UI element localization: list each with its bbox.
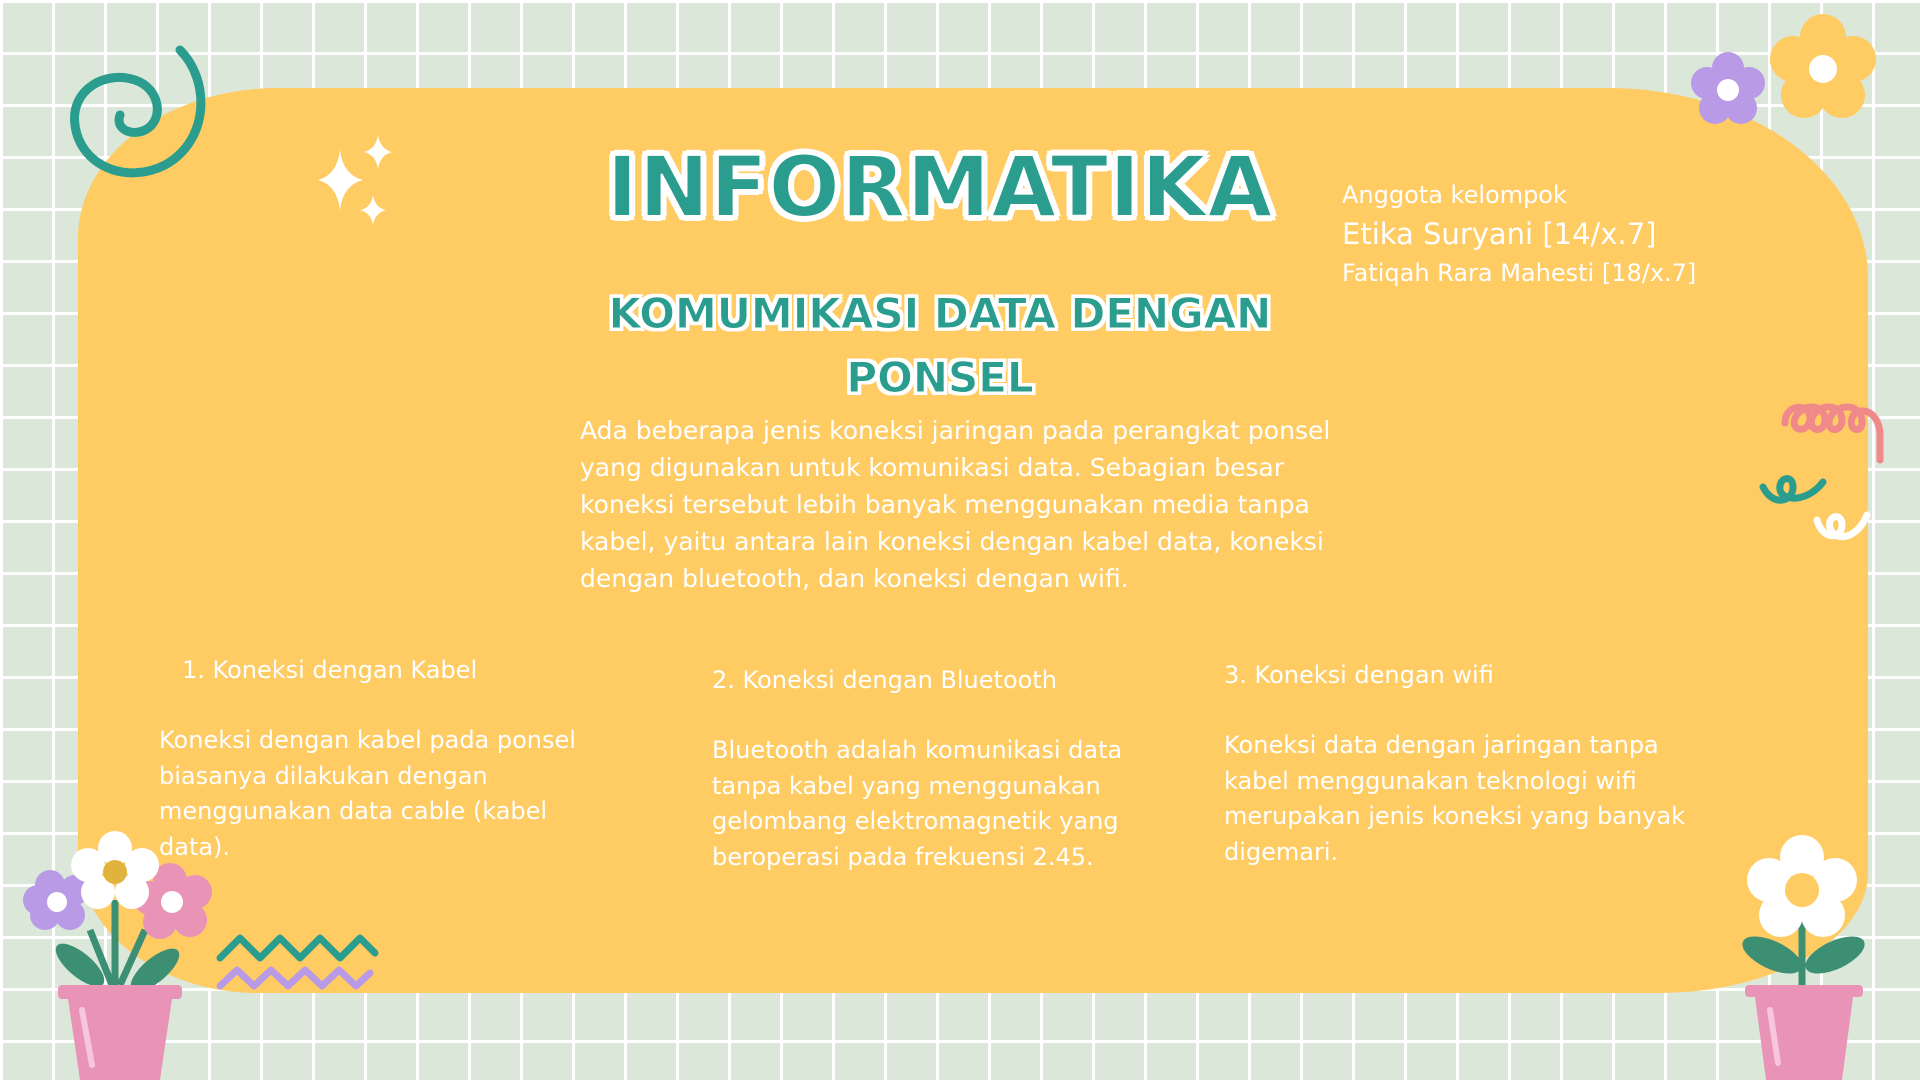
section-heading-wifi: 3. Koneksi dengan wifi <box>1224 661 1494 689</box>
flower-pot-icon <box>1730 835 1880 1080</box>
flower-pot-icon <box>20 830 220 1080</box>
spiral-icon <box>60 40 220 190</box>
section-heading-cable: 1. Koneksi dengan Kabel <box>182 656 478 684</box>
page-title: INFORMATIKA <box>606 138 1274 236</box>
member-name: Etika Suryani [14/x.7] <box>1342 217 1657 251</box>
squiggle-icon <box>1812 500 1872 545</box>
member-name: Fatiqah Rara Mahesti [18/x.7] <box>1342 259 1697 287</box>
sparkle-icon <box>318 135 398 235</box>
zigzag-icon <box>215 928 380 1008</box>
members-label: Anggota kelompok <box>1342 181 1567 209</box>
page-subtitle: KOMUMIKASI DATA DENGAN PONSEL <box>608 289 1272 402</box>
section-body-cable: Koneksi dengan kabel pada ponsel biasanya dilakukan dengan menggunakan data cable (kabel data). <box>159 726 576 861</box>
intro-paragraph: Ada beberapa jenis koneksi jaringan pada perangkat ponsel yang digunakan untuk komunikasi data. Sebagian besar koneksi tersebut lebih banyak menggunakan media tanpa kabel, yaitu antara lain koneksi dengan kabel data, koneksi dengan bluetooth, dan koneksi dengan wifi. <box>580 416 1331 593</box>
section-heading-bluetooth: 2. Koneksi dengan Bluetooth <box>712 666 1057 694</box>
squiggle-icon <box>1780 398 1890 468</box>
flower-icon <box>1768 12 1878 127</box>
section-body-bluetooth: Bluetooth adalah komunikasi data tanpa kabel yang menggunakan gelombang elektromagnetik yang beroperasi pada frekuensi 2.45. <box>712 736 1123 871</box>
flower-icon <box>1688 50 1768 130</box>
section-body-wifi: Koneksi data dengan jaringan tanpa kabel menggunakan teknologi wifi merupakan jenis koneksi yang banyak digemari. <box>1224 731 1685 866</box>
